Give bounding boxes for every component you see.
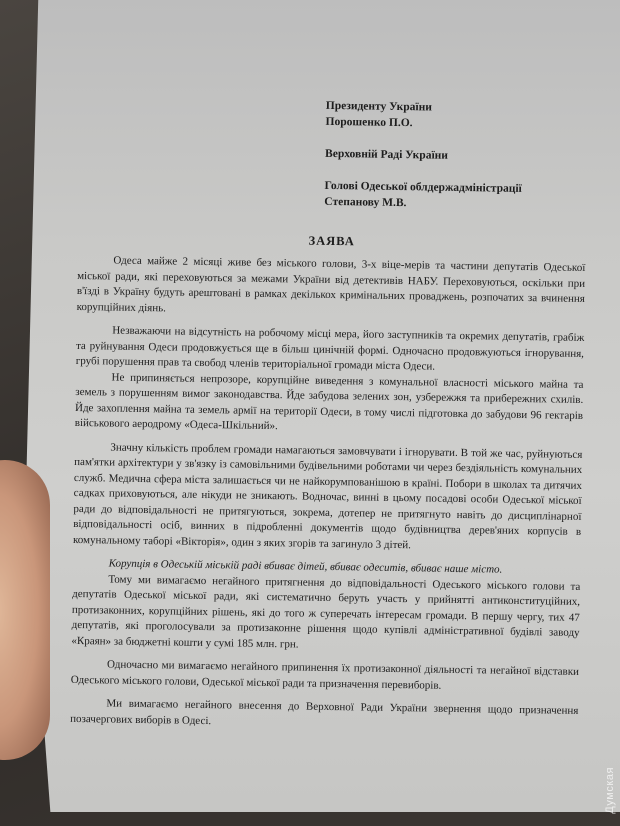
paragraph: Корупція в Одеській міській раді вбиває дітей, вбиває одеситів, вбиває наше місто. — [108, 557, 503, 576]
document-content — [70, 94, 588, 735]
paragraph: Тому ми вимагаємо негайного притягнення до відповідальності Одеського міського голови та депутатів Одеської міської ради, які систематично беруть участь у прийнятті антиконституційних, протизаконних, корупційних рішень, які до того ж суперечать інтересам громади. В першу чергу, тих 47 депутатів, які проголосували за протизаконне рішення щодо купівлі адміністративної будівлі заводу «Краян» за бюджетні кошти у сумі 185 млн. грн. — [71, 573, 581, 650]
document-body — [70, 253, 585, 735]
paragraph: Одеса майже 2 місяці живе без міського голови, 3-х віце-мерів та частини депутатів Одеської міської ради, які переховуються за межами України від детективів НАБУ. Переховуються, оскільки при в'їзді в Україну будуть арештовані в рамках декількох кримінальних проваджень, розпочатих за вчинення корупційних діянь. — [76, 254, 586, 314]
hand-holding-paper — [0, 460, 50, 760]
paragraph: Незважаючи на відсутність на робочому місці мера, його заступників та окремих депутатів, грабіж та руйнування Одеси продовжується ще в більш цинічній формі. Одночасно продовжуються ігнорування, грубі порушення прав та свобод членів територіальної громади міста Одеси. — [75, 324, 585, 373]
paragraph: Не припиняється непрозоре, корупційне виведення з комунальної власності міського майна та земель з порушенням вимог законодавства. Йде забудова зелених зон, узбережжя та прибережних схилів. Йде захоплення майна та земель армії на території Одеси, в тому числі підготовка до забудови 96 гектарів військового аеродрому «Одеса-Шкільний». — [74, 371, 584, 433]
watermark: Думская — [604, 767, 616, 814]
recipient-line: Президенту України — [325, 99, 433, 114]
recipient-line: Порошенко П.О. — [325, 115, 413, 130]
paragraph: Ми вимагаємо негайного внесення до Верховної Ради України звернення щодо призначення позачергових виборів в Одесі. — [70, 697, 579, 727]
paragraph: Одночасно ми вимагаємо негайного припинення їх протизаконної діяльності та негайної відставки Одеського міського голови, Одеської міської ради та призначення перевиборів. — [70, 658, 580, 692]
paragraph: Значну кількість проблем громади намагаються замовчувати і ігнорувати. В той же час, руйнуються пам'ятки архітектури у зв'язку із самовільними будівельними роботами чи через бездіяльність комунальних служб. Медична сфера міста залишається чи не найкорумпованішою в країні. Побори в школах та дитячих садках приховуються, але нікуди не зникають. Водночас, винні в цьому посадові особи Одеської міської ради до відповідальності не притягуються, зокрема, дотепер не притягнуто навіть до дисциплінарної відповідальності осіб, винних в підробленні документів щодо будівництва дерев'яних корпусів в комунальному таборі «Вікторія», один з яких згорів та загинуло 3 дітей. — [72, 441, 583, 551]
recipient-line: Голові Одеської облдержадміністрації — [324, 179, 522, 195]
recipient-block — [324, 98, 588, 214]
document-title: ЗАЯВА — [308, 233, 355, 249]
recipient-line: Степанову М.В. — [324, 195, 407, 210]
recipient-line: Верховній Раді України — [324, 147, 449, 162]
